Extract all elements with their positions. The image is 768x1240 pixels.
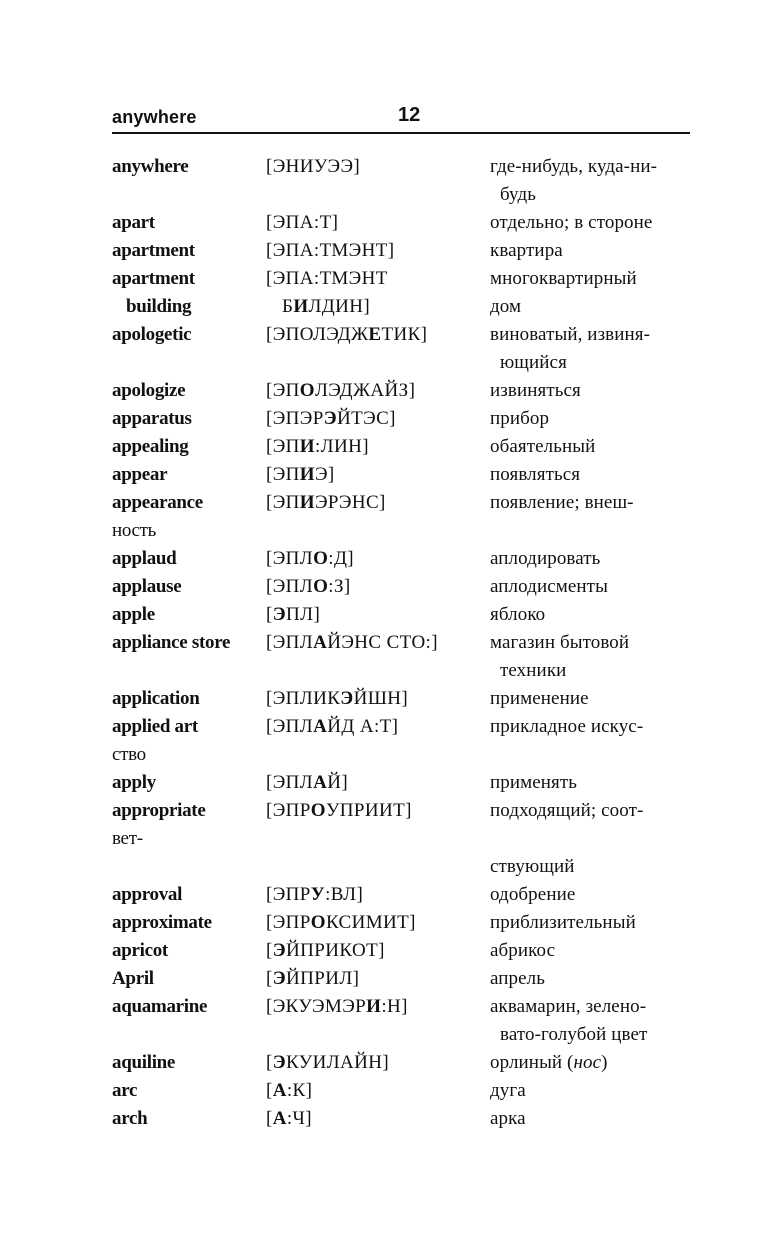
transcription xyxy=(266,1049,389,1077)
transcription-part: [ xyxy=(266,604,273,625)
transcription-part: :ВЛ] xyxy=(325,884,364,905)
headword: appealing xyxy=(112,436,189,457)
entry-line xyxy=(112,461,712,489)
meaning-text: применять xyxy=(490,772,578,793)
transcription-part: ЭРЭНС] xyxy=(314,492,386,513)
transcription-part: [ xyxy=(266,1052,273,1073)
entry-line xyxy=(112,265,712,293)
entry-line xyxy=(112,181,712,209)
meaning xyxy=(490,1049,608,1077)
meaning xyxy=(490,461,580,489)
stressed-syllable: И xyxy=(299,492,315,513)
transcription xyxy=(266,1105,312,1133)
transcription-part: [ЭПА:ТМЭНТ] xyxy=(266,240,395,261)
meaning xyxy=(490,993,646,1021)
entry-line xyxy=(112,545,712,573)
transcription xyxy=(266,629,438,657)
entry-line xyxy=(112,153,712,181)
stressed-syllable: О xyxy=(313,576,329,597)
meaning-text: аквамарин, зелено- xyxy=(490,996,647,1017)
meaning xyxy=(490,1105,526,1133)
transcription-part: [ЭПР xyxy=(266,912,311,933)
transcription-part: [ЭНИУЭЭ] xyxy=(266,156,361,177)
stressed-syllable: А xyxy=(313,632,328,653)
entry-line xyxy=(112,629,712,657)
stressed-syllable: Э xyxy=(340,688,354,709)
transcription-part: [ xyxy=(266,1108,273,1129)
meaning xyxy=(490,489,634,517)
transcription xyxy=(266,1077,312,1105)
transcription-part: ЙЭНС СТО:] xyxy=(327,632,438,653)
transcription-part: [ЭПЛ xyxy=(266,576,314,597)
transcription-part: [ xyxy=(266,940,273,961)
meaning-text: дуга xyxy=(490,1080,526,1101)
headword: applause xyxy=(112,576,182,597)
meaning xyxy=(500,181,536,209)
meaning xyxy=(500,1021,647,1049)
transcription xyxy=(266,769,348,797)
running-header xyxy=(112,104,690,134)
headword: approximate xyxy=(112,912,212,933)
entry-line xyxy=(112,769,712,797)
meaning xyxy=(500,657,566,685)
entry-line xyxy=(112,741,712,769)
transcription-part: :К] xyxy=(286,1080,313,1101)
entry-line xyxy=(112,853,712,881)
meaning-text: прибор xyxy=(490,408,550,429)
transcription xyxy=(266,489,386,517)
headword: aquiline xyxy=(112,1052,176,1073)
transcription xyxy=(266,909,416,937)
stressed-syllable: Э xyxy=(272,604,287,625)
meaning xyxy=(490,293,521,321)
meaning xyxy=(490,881,575,909)
meaning-text: прикладное искус- xyxy=(490,716,644,737)
transcription-part: :Д] xyxy=(328,548,355,569)
headword: anywhere xyxy=(112,156,189,177)
transcription-part: [ЭПЛ xyxy=(266,548,314,569)
meaning xyxy=(490,237,563,265)
entry-line xyxy=(112,965,712,993)
transcription-part: [ЭПОЛЭДЖ xyxy=(266,324,369,345)
stressed-syllable: И xyxy=(299,464,315,485)
meaning-text: апрель xyxy=(490,968,546,989)
meaning-text: аплодисменты xyxy=(490,576,608,597)
transcription-part: [ЭПР xyxy=(266,800,311,821)
stressed-syllable: Е xyxy=(368,324,382,345)
meaning xyxy=(490,909,636,937)
transcription-part: :ЛИН] xyxy=(314,436,369,457)
entry-line xyxy=(112,685,712,713)
meaning xyxy=(490,1077,526,1105)
headword: approval xyxy=(112,884,183,905)
meaning xyxy=(490,153,657,181)
transcription xyxy=(266,405,396,433)
meaning xyxy=(490,405,549,433)
meaning-text: ствующий xyxy=(490,856,575,877)
meaning-text: обаятельный xyxy=(490,436,596,457)
headword: apartment xyxy=(112,268,195,289)
transcription xyxy=(282,293,370,321)
meaning-text-end: ) xyxy=(601,1052,608,1073)
transcription-part: [ЭПЛ xyxy=(266,632,314,653)
headword: apparatus xyxy=(112,408,192,429)
stressed-syllable: У xyxy=(310,884,326,905)
meaning-text: отдельно; в стороне xyxy=(490,212,653,233)
transcription xyxy=(266,685,408,713)
headword: apply xyxy=(112,772,156,793)
meaning-text: яблоко xyxy=(490,604,546,625)
meaning xyxy=(490,769,577,797)
transcription xyxy=(266,433,369,461)
transcription-part: [ЭП xyxy=(266,464,300,485)
meaning-text: дом xyxy=(490,296,522,317)
headword: arch xyxy=(112,1108,148,1129)
meaning-note: нос xyxy=(573,1052,602,1073)
meaning xyxy=(490,321,650,349)
headword: appropriate xyxy=(112,800,206,821)
entry-line xyxy=(112,601,712,629)
transcription xyxy=(266,965,359,993)
transcription-part: [ЭПА:ТМЭНТ xyxy=(266,268,388,289)
transcription-part: Э] xyxy=(314,464,335,485)
transcription-part: КУИЛАЙН] xyxy=(286,1052,390,1073)
headword: apart xyxy=(112,212,155,233)
meaning-text: одобрение xyxy=(490,884,576,905)
transcription-part: [ЭП xyxy=(266,380,300,401)
meaning-text: появляться xyxy=(490,464,581,485)
transcription-part: Б xyxy=(282,296,294,317)
transcription-part: [ЭКУЭМЭР xyxy=(266,996,367,1017)
stressed-syllable: А xyxy=(272,1108,287,1129)
stressed-syllable: Э xyxy=(272,940,287,961)
header-guide-word: anywhere xyxy=(112,107,197,127)
headword: application xyxy=(112,688,200,709)
stressed-syllable: А xyxy=(313,716,328,737)
meaning xyxy=(500,349,567,377)
transcription-part: ЛДИН] xyxy=(308,296,371,317)
wrapped-meaning-fragment: вет- xyxy=(112,828,143,849)
transcription-part: :Н] xyxy=(381,996,408,1017)
transcription xyxy=(266,237,394,265)
transcription xyxy=(266,265,388,293)
entry-line xyxy=(112,1105,712,1133)
transcription xyxy=(266,209,338,237)
stressed-syllable: О xyxy=(310,912,326,933)
dictionary-entries xyxy=(112,153,712,1133)
meaning xyxy=(490,797,643,825)
meaning-text: арка xyxy=(490,1108,526,1129)
transcription-part: ЙПРИЛ] xyxy=(286,968,360,989)
page-number: 12 xyxy=(398,104,421,126)
entry-line xyxy=(112,1077,712,1105)
meaning xyxy=(490,433,595,461)
meaning xyxy=(490,937,555,965)
meaning xyxy=(490,265,637,293)
stressed-syllable: Э xyxy=(272,1052,287,1073)
headword: appliance store xyxy=(112,632,231,653)
transcription xyxy=(266,937,385,965)
meaning-text: извиняться xyxy=(490,380,581,401)
meaning xyxy=(490,545,600,573)
wrapped-meaning-fragment: ство xyxy=(112,744,146,765)
headword: aquamarine xyxy=(112,996,208,1017)
meaning-text: подходящий; соот- xyxy=(490,800,644,821)
entry-line xyxy=(112,209,712,237)
transcription xyxy=(266,881,363,909)
transcription xyxy=(266,461,335,489)
meaning xyxy=(490,377,581,405)
entry-line xyxy=(112,489,712,517)
entry-line xyxy=(112,1021,712,1049)
transcription-part: :Ч] xyxy=(286,1108,313,1129)
headword: appear xyxy=(112,464,168,485)
entry-line xyxy=(112,881,712,909)
meaning xyxy=(490,209,652,237)
entry-line xyxy=(112,797,712,825)
transcription xyxy=(266,601,320,629)
transcription xyxy=(266,321,427,349)
transcription-part: :З] xyxy=(328,576,351,597)
entry-line xyxy=(112,909,712,937)
headword: appearance xyxy=(112,492,203,513)
entry-line xyxy=(112,713,712,741)
transcription-part: [ЭПЛ xyxy=(266,772,314,793)
meaning-text: магазин бытовой xyxy=(490,632,630,653)
entry-line xyxy=(112,405,712,433)
meaning-text: где-нибудь, куда-ни- xyxy=(490,156,658,177)
transcription-part: ТИК] xyxy=(381,324,428,345)
transcription-part: [ЭП xyxy=(266,492,300,513)
stressed-syllable: А xyxy=(313,772,328,793)
meaning-text: абрикос xyxy=(490,940,556,961)
transcription xyxy=(266,545,354,573)
transcription-part: [ xyxy=(266,968,273,989)
meaning-text: применение xyxy=(490,688,589,709)
transcription xyxy=(266,573,351,601)
entry-line xyxy=(112,517,712,545)
meaning xyxy=(490,965,545,993)
transcription-part: УПРИИТ] xyxy=(325,800,412,821)
headword: apologize xyxy=(112,380,186,401)
entry-line xyxy=(112,993,712,1021)
headword: apricot xyxy=(112,940,168,961)
meaning-text: многоквартирный xyxy=(490,268,637,289)
transcription-part: [ЭПЭР xyxy=(266,408,324,429)
stressed-syllable: О xyxy=(310,800,326,821)
meaning-text: приблизительный xyxy=(490,912,636,933)
meaning-text: ющийся xyxy=(500,352,567,373)
transcription-part: [ЭПА:Т] xyxy=(266,212,339,233)
transcription-part: [ xyxy=(266,1080,273,1101)
transcription xyxy=(266,797,412,825)
stressed-syllable: О xyxy=(313,548,329,569)
transcription-part: ЙТЭС] xyxy=(337,408,396,429)
stressed-syllable: И xyxy=(366,996,382,1017)
transcription-part: [ЭПЛИК xyxy=(266,688,341,709)
transcription-part: [ЭПР xyxy=(266,884,311,905)
wrapped-meaning-fragment: ность xyxy=(112,520,157,541)
meaning-text: виноватый, извиня- xyxy=(490,324,651,345)
headword: arc xyxy=(112,1080,138,1101)
meaning xyxy=(490,629,629,657)
transcription-part: КСИМИТ] xyxy=(325,912,416,933)
transcription-part: [ЭП xyxy=(266,436,300,457)
headword: applaud xyxy=(112,548,177,569)
transcription-part: [ЭПЛ xyxy=(266,716,314,737)
entry-line xyxy=(112,825,712,853)
stressed-syllable: И xyxy=(299,436,315,457)
meaning-text: техники xyxy=(500,660,567,681)
stressed-syllable: О xyxy=(299,380,315,401)
meaning xyxy=(490,685,589,713)
transcription-part: ПЛ] xyxy=(286,604,321,625)
transcription-part: ЙД А:Т] xyxy=(327,716,399,737)
transcription-part: ЙШН] xyxy=(353,688,409,709)
transcription xyxy=(266,153,360,181)
meaning-text: орлиный ( xyxy=(490,1052,574,1073)
entry-line xyxy=(112,349,712,377)
stressed-syllable: Э xyxy=(323,408,337,429)
meaning xyxy=(490,573,608,601)
headword: apple xyxy=(112,604,155,625)
entry-line xyxy=(112,377,712,405)
entry-line xyxy=(112,237,712,265)
entry-line xyxy=(112,937,712,965)
stressed-syllable: Э xyxy=(272,968,287,989)
meaning xyxy=(490,853,575,881)
transcription-part: ЙПРИКОТ] xyxy=(286,940,385,961)
transcription xyxy=(266,713,398,741)
meaning-text: аплодировать xyxy=(490,548,601,569)
entry-line xyxy=(112,573,712,601)
entry-line xyxy=(112,1049,712,1077)
entry-line xyxy=(112,657,712,685)
meaning xyxy=(490,601,545,629)
entry-line xyxy=(112,321,712,349)
transcription-part: Й] xyxy=(327,772,349,793)
meaning-text: квартира xyxy=(490,240,563,261)
headword: apartment xyxy=(112,240,195,261)
transcription-part: ЛЭДЖАЙЗ] xyxy=(314,380,416,401)
stressed-syllable: А xyxy=(272,1080,287,1101)
headword: April xyxy=(112,968,154,989)
meaning-text: появление; внеш- xyxy=(490,492,634,513)
headword: applied art xyxy=(112,716,198,737)
entry-line xyxy=(112,293,712,321)
transcription xyxy=(266,377,415,405)
headword: building xyxy=(126,296,192,317)
meaning-text: будь xyxy=(500,184,536,205)
entry-line xyxy=(112,433,712,461)
meaning xyxy=(490,713,643,741)
transcription xyxy=(266,993,408,1021)
headword: apologetic xyxy=(112,324,192,345)
stressed-syllable: И xyxy=(293,296,309,317)
meaning-text: вато-голубой цвет xyxy=(500,1024,648,1045)
